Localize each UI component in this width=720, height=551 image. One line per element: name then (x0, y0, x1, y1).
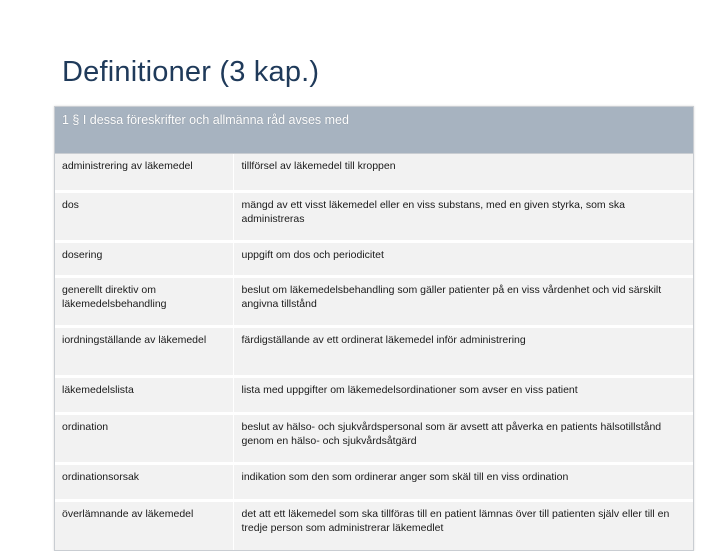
table-row (55, 242, 693, 277)
page-title: Definitioner (3 kap.) (62, 56, 320, 88)
definition-cell: det att ett läkemedel som ska tillföras till en patient lämnas över till patienten själv eller till en tredje person som administrerar läkemedlet (233, 501, 693, 551)
table-row (55, 377, 693, 414)
table-row (55, 501, 693, 551)
term-cell: generellt direktiv om läkemedelsbehandling (55, 277, 233, 327)
term-cell: dosering (55, 242, 233, 277)
table-row (55, 464, 693, 501)
term-cell: ordinationsorsak (55, 464, 233, 501)
definition-cell: indikation som den som ordinerar anger som skäl till en viss ordination (233, 464, 693, 501)
table-row (55, 327, 693, 377)
term-cell: administrering av läkemedel (55, 154, 233, 192)
term-cell: överlämnande av läkemedel (55, 501, 233, 551)
term-cell: läkemedelslista (55, 377, 233, 414)
table-row (55, 154, 693, 192)
definition-cell: mängd av ett visst läkemedel eller en viss substans, med en given styrka, som ska administreras (233, 192, 693, 242)
table-row (55, 414, 693, 464)
term-cell: dos (55, 192, 233, 242)
term-cell: ordination (55, 414, 233, 464)
definition-cell: tillförsel av läkemedel till kroppen (233, 154, 693, 192)
table-row (55, 277, 693, 327)
definition-cell: beslut av hälso- och sjukvårdspersonal som är avsett att påverka en patients hälsotillstånd genom en hälso- och sjukvårdsåtgärd (233, 414, 693, 464)
term-cell: iordningställande av läkemedel (55, 327, 233, 377)
table-header: 1 § I dessa föreskrifter och allmänna råd avses med (55, 107, 693, 154)
table-row (55, 192, 693, 242)
definition-cell: beslut om läkemedelsbehandling som gäller patienter på en viss vårdenhet och vid särskilt angivna tillstånd (233, 277, 693, 327)
definition-cell: lista med uppgifter om läkemedelsordinationer som avser en viss patient (233, 377, 693, 414)
table-header-row (55, 107, 693, 154)
definition-cell: uppgift om dos och periodicitet (233, 242, 693, 277)
definitions-table (54, 106, 694, 551)
definition-cell: färdigställande av ett ordinerat läkemedel inför administrering (233, 327, 693, 377)
